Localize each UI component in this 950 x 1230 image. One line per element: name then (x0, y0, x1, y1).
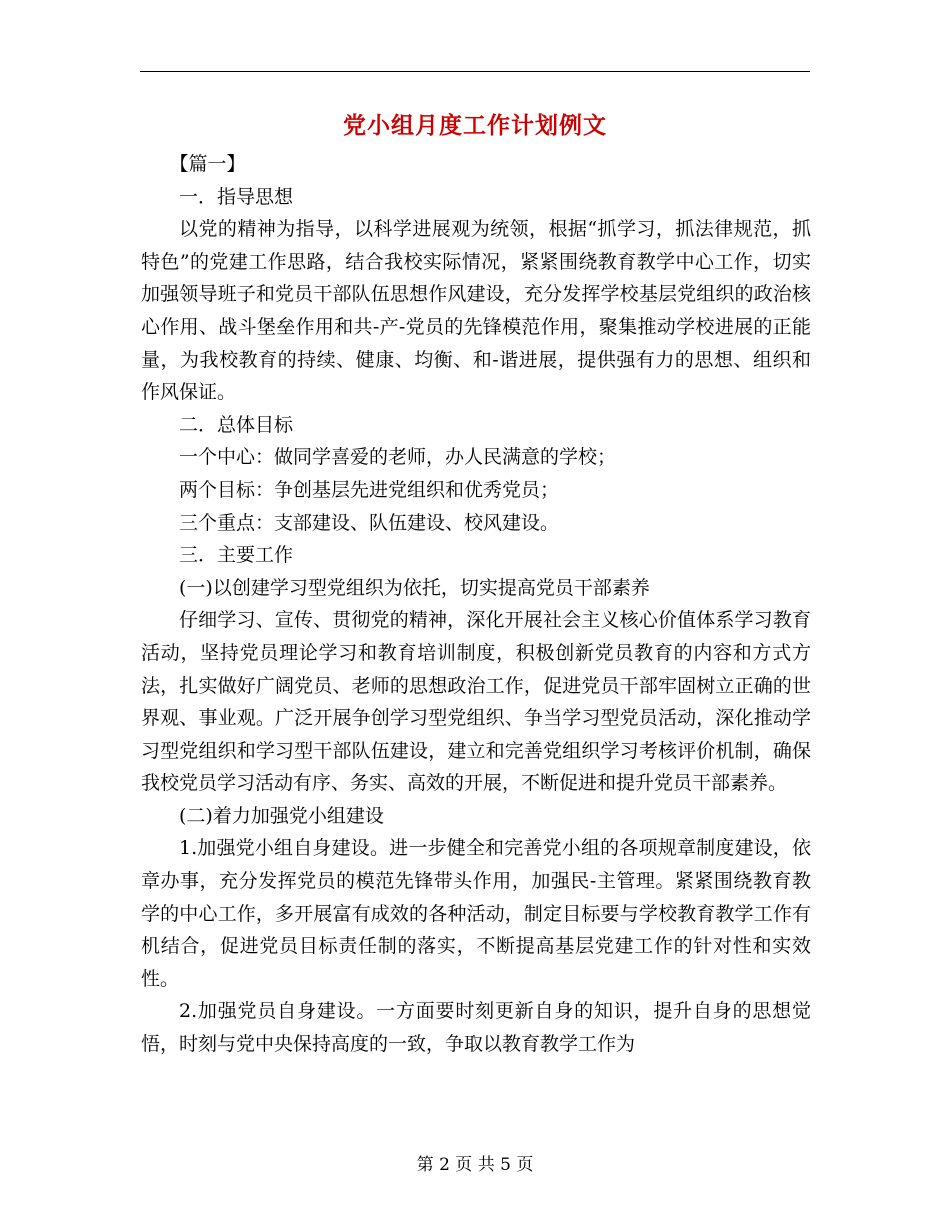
section-label: 【篇一】 (169, 153, 246, 175)
page-number: 第 2 页 共 5 页 (416, 1155, 534, 1175)
heading-overall-goal: 二．总体目标 (179, 413, 294, 436)
paragraph-guiding-thought: 以党的精神为指导，以科学进展观为统领，根据“抓学习，抓法律规范，抓特色”的党建工作思路，结合我校实际情况，紧紧围绕教育教学中心工作，切实加强领导班子和党员干部队伍思想作风建设，充分发挥学校基层党组织的政治核心作用、战斗堡垒作用和共-产-党员的先锋模范作用，聚集推动学校进展的正能量，为我校教育的持续、健康、均衡、和-谐进展，提供强有力的思想、组织和作风保证。 (141, 218, 811, 404)
goal-one-center: 一个中心：做同学喜爱的老师，办人民满意的学校； (179, 446, 617, 469)
goal-three-focus: 三个重点：支部建设、队伍建设、校风建设。 (179, 511, 560, 534)
heading-guiding-thought: 一．指导思想 (179, 185, 294, 208)
subheading-learning-org: (一)以创建学习型党组织为依托，切实提高党员干部素养 (179, 576, 650, 599)
heading-main-work: 三．主要工作 (179, 544, 294, 567)
header-rule (140, 71, 810, 72)
document-title: 党小组月度工作计划例文 (343, 112, 607, 139)
document-body (141, 148, 811, 1061)
goal-two-targets: 两个目标：争创基层先进党组织和优秀党员； (179, 478, 560, 501)
subheading-party-group: (二)着力加强党小组建设 (179, 804, 384, 827)
paragraph-member-building: 2.加强党员自身建设。一方面要时刻更新自身的知识，提升自身的思想觉悟，时刻与党中央保持高度的一致，争取以教育教学工作为 (141, 1000, 811, 1056)
paragraph-group-building: 1.加强党小组自身建设。进一步健全和完善党小组的各项规章制度建设，依章办事，充分发挥党员的模范先锋带头作用，加强民-主管理。紧紧围绕教育教学的中心工作，多开展富有成效的各种活动，制定目标要与学校教育教学工作有机结合，促进党员目标责任制的落实，不断提高基层党建工作的针对性和实效性。 (141, 837, 811, 990)
paragraph-learning-org: 仔细学习、宣传、贯彻党的精神，深化开展社会主义核心价值体系学习教育活动，坚持党员理论学习和教育培训制度，积极创新党员教育的内容和方式方法，扎实做好广阔党员、老师的思想政治工作，促进党员干部牢固树立正确的世界观、事业观。广泛开展争创学习型党组织、争当学习型党员活动，深化推动学习型党组织和学习型干部队伍建设，建立和完善党组织学习考核评价机制，确保我校党员学习活动有序、务实、高效的开展，不断促进和提升党员干部素养。 (141, 609, 811, 795)
